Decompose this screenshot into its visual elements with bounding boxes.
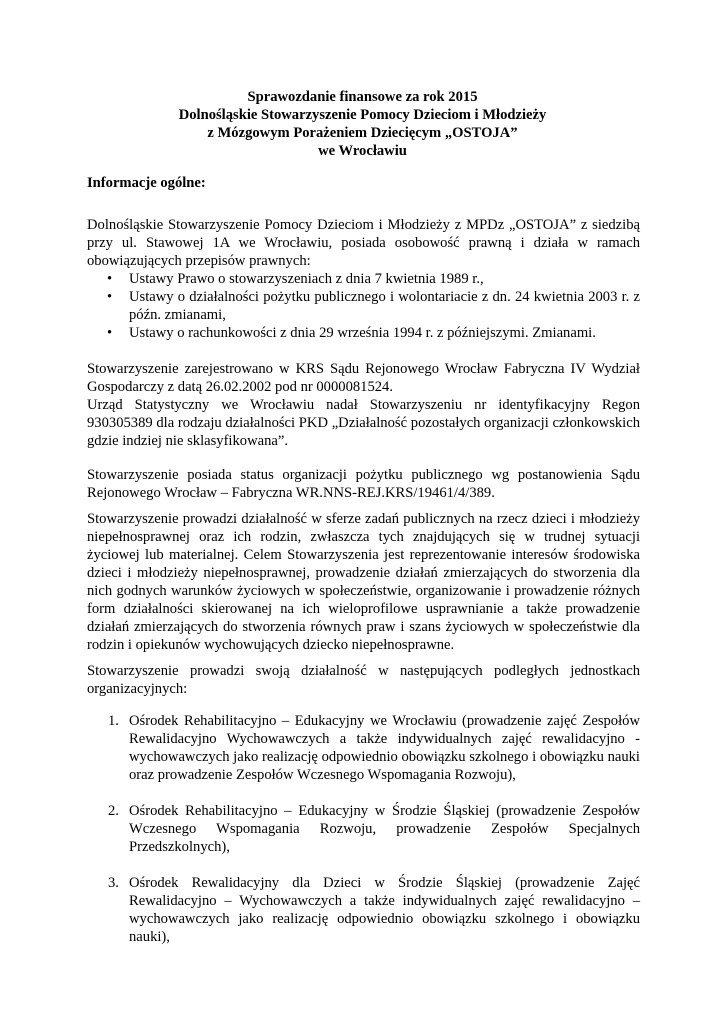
intro-paragraph <box>87 216 640 270</box>
list-number: 3. <box>108 875 119 891</box>
bullet-icon: • <box>107 325 113 341</box>
list-item-text: Ustawy o działalności pożytku publicznego i wolontariacie z dn. 24 kwietnia 2003 r. z późn. zmianami, <box>129 289 640 323</box>
units-list <box>104 712 640 964</box>
list-item-text: Ustawy Prawo o stowarzyszeniach z dnia 7 kwietnia 1989 r., <box>129 271 484 287</box>
list-number: 1. <box>108 713 119 729</box>
list-item <box>104 288 640 324</box>
regon-text: Urząd Statystyczny we Wrocławiu nadał Stowarzyszeniu nr identyfikacyjny Regon 930305389 dla rodzaju działalności PKD „Działalność pozostałych organizacji członkowskich gdzie indziej nie sklasyfikowana”. <box>87 397 640 449</box>
list-item <box>104 802 640 856</box>
units-intro-paragraph <box>87 662 640 698</box>
list-item <box>104 874 640 946</box>
krs-text: Stowarzyszenie zarejestrowano w KRS Sądu Rejonowego Wrocław Fabryczna IV Wydział Gospodarczy z datą 26.02.2002 pod nr 0000081524. <box>87 361 640 395</box>
mission-text: Stowarzyszenie prowadzi działalność w sferze zadań publicznych na rzecz dzieci i młodzieży niepełnosprawnej oraz ich rodzin, zwłaszcza tych znajdujących się w trudnej sytuacji życiowej lub materialnej. Celem Stowarzyszenia jest reprezentowanie interesów środowiska dzieci i młodzieży niepełnosprawnej, prowadzenie działań zmierzających do stworzenia dla nich godnych warunków życiowych w społeczeństwie, organizowanie i prowadzenie różnych form działalności skierowanej na ich wieloprofilowe usprawnianie a także prowadzenie działań zmierzających do stworzenia równych praw i szans życiowych w społeczeństwie dla rodzin i opiekunów wychowujących dziecko niepełnosprawne. <box>87 511 640 653</box>
opp-text: Stowarzyszenie posiada status organizacji pożytku publicznego wg postanowienia Sądu Rejonowego Wrocław – Fabryczna WR.NNS-REJ.KRS/19461/4/389. <box>87 467 640 501</box>
list-item <box>104 270 640 288</box>
list-item-text: Ustawy o rachunkowości z dnia 29 września 1994 r. z późniejszymi. Zmianami. <box>129 325 596 341</box>
title-line-3: z Mózgowym Porażeniem Dziecięcym „OSTOJA” <box>207 125 518 141</box>
legal-basis-list <box>104 270 640 342</box>
registration-paragraph <box>87 360 640 450</box>
section-heading: Informacje ogólne: <box>87 175 206 191</box>
list-item-text: Ośrodek Rehabilitacyjno – Edukacyjny w Środzie Śląskiej (prowadzenie Zespołów Wczesnego Wspomagania Rozwoju, prowadzenie Zespołów Specjalnych Przedszkolnych), <box>129 803 640 855</box>
units-intro-text: Stowarzyszenie prowadzi swoją działalność w następujących podległych jednostkach organizacyjnych: <box>87 663 640 697</box>
list-item <box>104 712 640 784</box>
list-item <box>104 324 640 342</box>
list-item-text: Ośrodek Rewalidacyjny dla Dzieci w Środzie Śląskiej (prowadzenie Zajęć Rewalidacyjno – Wychowawczych a także indywidualnych zajęć rewalidacyjno – wychowawczych jako realizację odpowiednio obowiązku szkolnego i obowiązku nauki), <box>129 875 640 945</box>
mission-paragraph <box>87 510 640 654</box>
bullet-icon: • <box>107 289 113 305</box>
intro-text: Dolnośląskie Stowarzyszenie Pomocy Dzieciom i Młodzieży z MPDz „OSTOJA” z siedzibą przy ul. Stawowej 1A we Wrocławiu, posiada osobowość prawną i działa w ramach obowiązujących przepisów prawnych: <box>87 217 640 269</box>
list-item-text: Ośrodek Rehabilitacyjno – Edukacyjny we Wrocławiu (prowadzenie zajęć Zespołów Rewalidacyjno Wychowawczych a także indywidualnych zajęć rewalidacyjno - wychowawczych jako realizację odpowiednio obowiązku szkolnego i obowiązku nauki oraz prowadzenie Zespołów Wczesnego Wspomagania Rozwoju), <box>129 713 640 783</box>
title-line-2: Dolnośląskie Stowarzyszenie Pomocy Dzieciom i Młodzieży <box>178 107 547 123</box>
title-line-4: we Wrocławiu <box>318 143 407 159</box>
bullet-icon: • <box>107 271 113 287</box>
list-number: 2. <box>108 803 119 819</box>
document-title <box>0 88 725 160</box>
title-line-1: Sprawozdanie finansowe za rok 2015 <box>247 89 478 105</box>
opp-paragraph <box>87 466 640 502</box>
